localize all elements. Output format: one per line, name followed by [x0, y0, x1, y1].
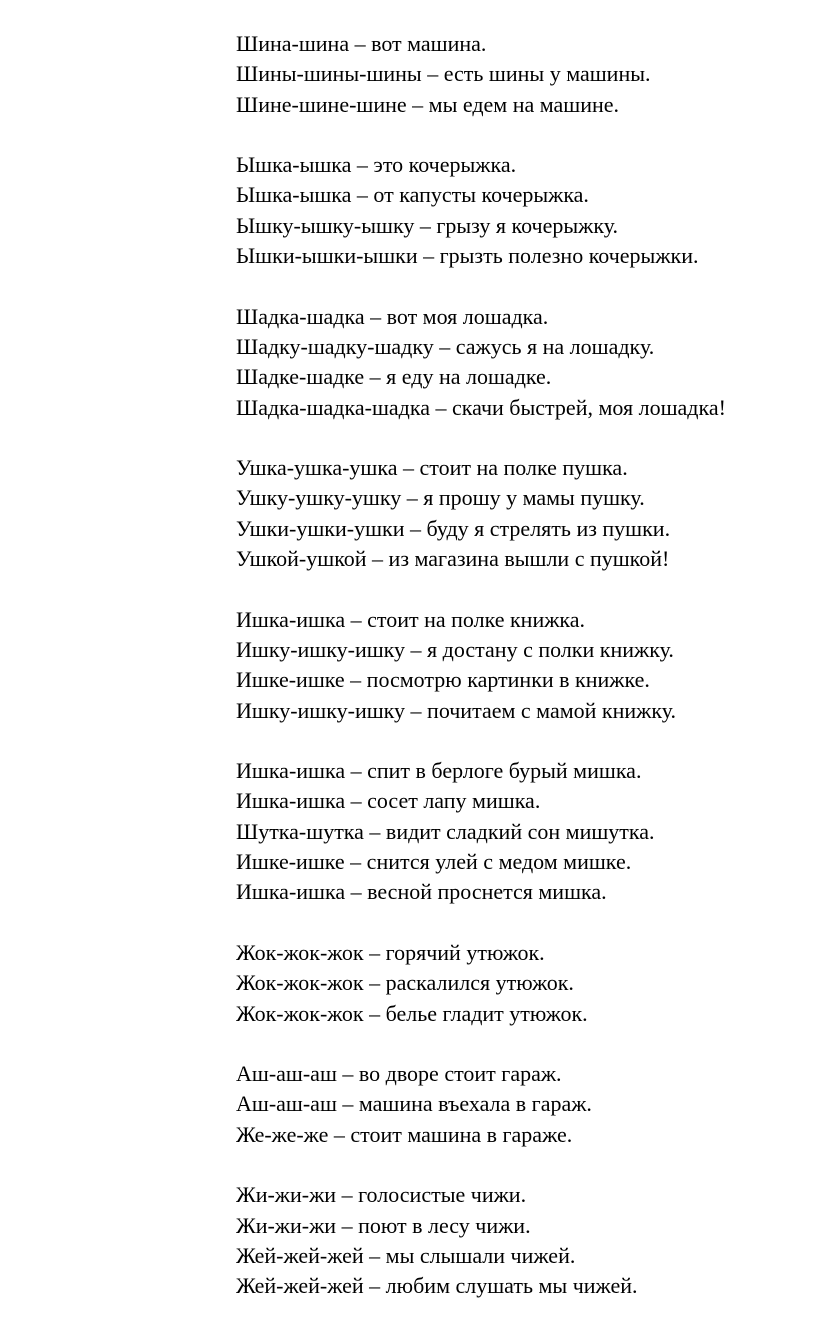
- poem-line: Шине-шине-шине – мы едем на машине.: [236, 91, 620, 117]
- stanza: [236, 1180, 806, 1301]
- poem-line: Шадке-шадке – я еду на лошадке.: [236, 364, 552, 390]
- stanza: [236, 1059, 806, 1150]
- poem-line: Ушка-ушка-ушка – стоит на полке пушка.: [236, 455, 628, 481]
- poem-line: Ушкой-ушкой – из магазина вышли с пушкой!: [236, 546, 670, 572]
- stanza: [236, 302, 806, 423]
- stanza: [236, 453, 806, 574]
- poem-line: Ышку-ышку-ышку – грызу я кочерыжку.: [236, 212, 618, 238]
- poem-line: Ишке-ишке – снится улей с медом мишке.: [236, 849, 632, 875]
- poem-line: Жи-жи-жи – голосистые чижи.: [236, 1182, 527, 1208]
- poem-line: Ишке-ишке – посмотрю картинки в книжке.: [236, 667, 650, 693]
- stanza: [236, 605, 806, 726]
- poem-line: Жок-жок-жок – белье гладит утюжок.: [236, 1000, 588, 1026]
- stanza: [236, 150, 806, 271]
- poem-line: Жок-жок-жок – раскалился утюжок.: [236, 970, 574, 996]
- poem-line: Ишка-ишка – стоит на полке книжка.: [236, 606, 586, 632]
- poem-line: Жей-жей-жей – мы слышали чижей.: [236, 1242, 576, 1268]
- poem-line: Ишка-ишка – спит в берлоге бурый мишка.: [236, 758, 642, 784]
- stanza: [236, 938, 806, 1029]
- poem-line: Шадка-шадка – вот моя лошадка.: [236, 303, 549, 329]
- poem-line: Ушку-ушку-ушку – я прошу у мамы пушку.: [236, 485, 645, 511]
- poem-line: Ышка-ышка – это кочерыжка.: [236, 152, 517, 178]
- poem-line: Шадка-шадка-шадка – скачи быстрей, моя лошадка!: [236, 394, 726, 420]
- poem-line: Шины-шины-шины – есть шины у машины.: [236, 61, 651, 87]
- poem-line: Аш-аш-аш – во дворе стоит гараж.: [236, 1061, 562, 1087]
- poem-line: Шина-шина – вот машина.: [236, 31, 487, 56]
- poem-line: Ушки-ушки-ушки – буду я стрелять из пушки.: [236, 515, 671, 541]
- poem-line: Ышка-ышка – от капусты кочерыжка.: [236, 182, 589, 208]
- stanza: [236, 756, 806, 907]
- poem-line: Же-же-же – стоит машина в гараже.: [236, 1121, 573, 1147]
- document-page: [236, 29, 806, 1332]
- poem-line: Ишку-ишку-ишку – почитаем с мамой книжку.: [236, 697, 677, 723]
- poem-line: Шутка-шутка – видит сладкий сон мишутка.: [236, 818, 655, 844]
- poem-line: Жок-жок-жок – горячий утюжок.: [236, 939, 545, 965]
- poem-line: Ышки-ышки-ышки – грызть полезно кочерыжки.: [236, 243, 699, 269]
- poem-line: Ишка-ишка – сосет лапу мишка.: [236, 788, 541, 814]
- stanza: [236, 29, 806, 120]
- poem-line: Ишку-ишку-ишку – я достану с полки книжку.: [236, 636, 674, 662]
- poem-line: Аш-аш-аш – машина въехала в гараж.: [236, 1091, 592, 1117]
- poem-line: Ишка-ишка – весной проснется мишка.: [236, 879, 607, 905]
- poem-line: Жей-жей-жей – любим слушать мы чижей.: [236, 1273, 638, 1299]
- poem-line: Шадку-шадку-шадку – сажусь я на лошадку.: [236, 333, 655, 359]
- poem-line: Жи-жи-жи – поют в лесу чижи.: [236, 1212, 531, 1238]
